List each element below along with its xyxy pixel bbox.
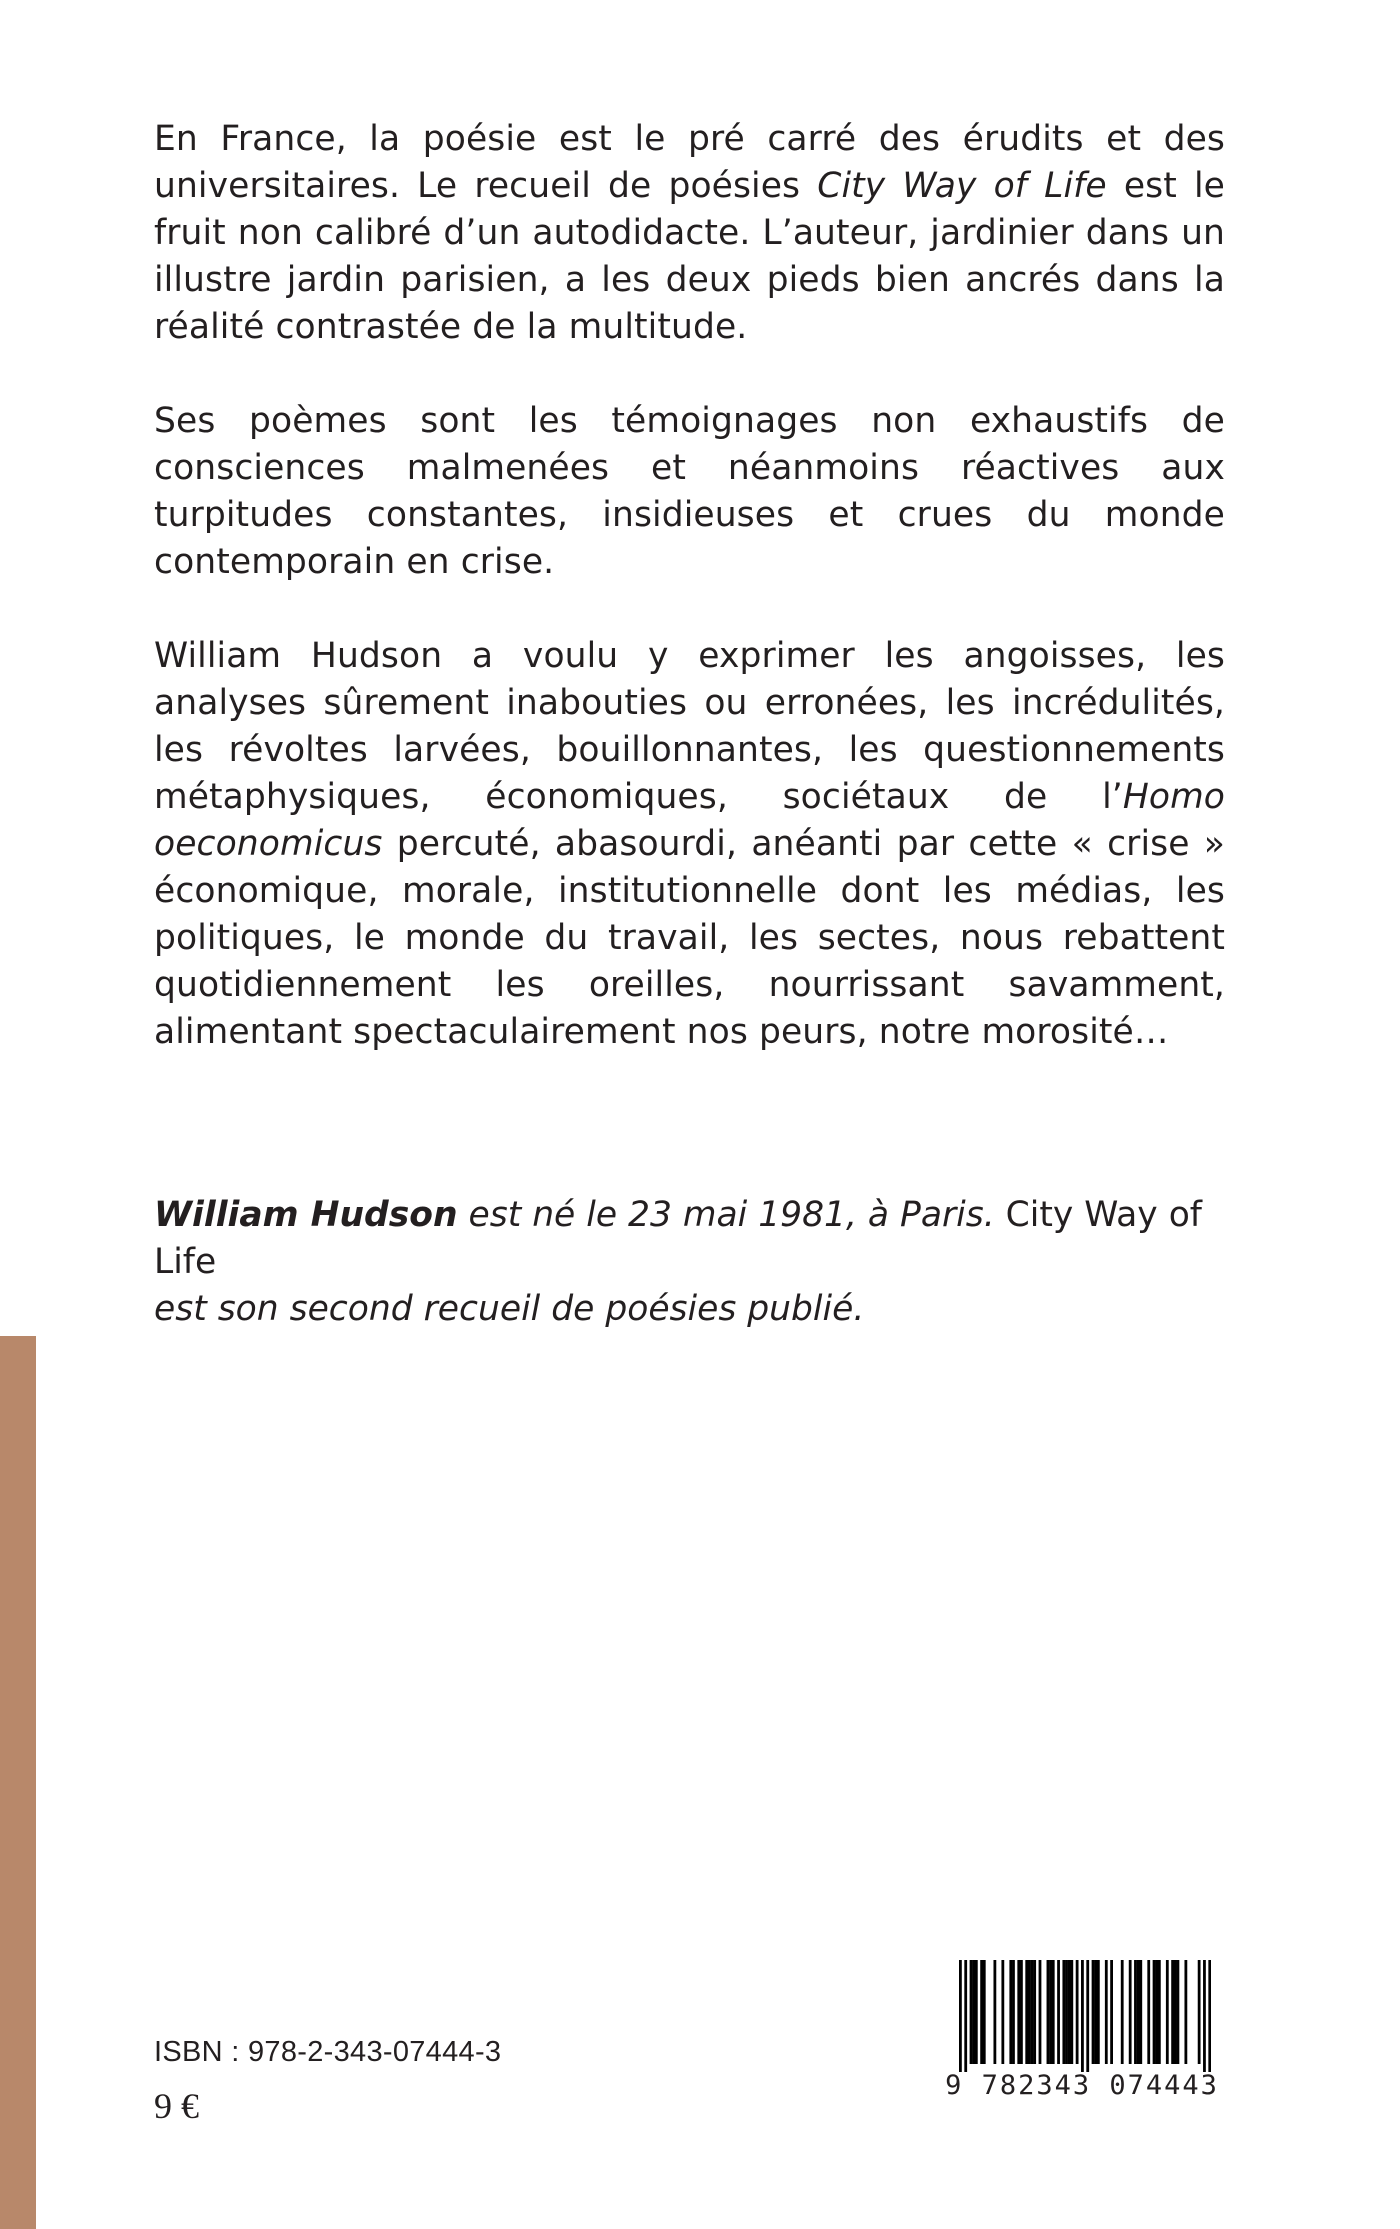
barcode-bar: [975, 1960, 978, 2064]
barcode-bar: [1110, 1960, 1113, 2064]
barcode-bar: [1068, 1960, 1071, 2064]
barcode-bar: [1076, 1960, 1079, 2064]
barcode-bar: [1001, 1960, 1004, 2064]
barcode-bar: [1184, 1960, 1187, 2064]
barcode-bar: [1137, 1960, 1140, 2064]
barcode-bar: [1121, 1960, 1124, 2064]
barcode-bar: [972, 1960, 975, 2064]
barcode-bar: [1028, 1960, 1031, 2064]
barcode-bar: [970, 1960, 973, 2064]
barcode-bar: [1177, 1960, 1180, 2064]
bio-text-1: est né le 23 mai 1981, à Paris.: [457, 1195, 1006, 1235]
barcode-bar: [1166, 1960, 1169, 2064]
barcode-bar: [1129, 1960, 1132, 2064]
barcode-bar: [1086, 1960, 1089, 2072]
barcode-bar: [1020, 1960, 1023, 2064]
barcode-bar: [1009, 1960, 1012, 2064]
blurb-paragraph-2: Ses poèmes sont les témoignages non exhaustifs de consciences malmenées et néanmoins réactives aux turpitudes constantes, insidieuses et crues du monde contemporain en crise.: [154, 401, 1225, 582]
back-cover-blurb: [154, 116, 1225, 1056]
price-label: 9 €: [154, 2086, 199, 2126]
barcode-bar: [1105, 1960, 1108, 2064]
homo-oeconomicus-italic: Homo oeconomicus: [154, 777, 1225, 864]
barcode-bar: [993, 1960, 996, 2064]
bio-text-2: est son second recueil de poésies publié.: [154, 1289, 865, 1329]
barcode-bar: [1057, 1960, 1060, 2064]
barcode: [937, 1960, 1227, 2110]
barcode-bar: [1070, 1960, 1073, 2064]
blurb-paragraph-3: William Hudson a voulu y exprimer les angoisses, les analyses sûrement inabouties ou erronées, les incrédulités, les révoltes larvées, bouillonnantes, les questionnements métaphysiques, économiques, sociétaux de l’Homo oeconomicus percuté, abasourdi, anéanti par cette « crise » économique, morale, institutionnelle dont les médias, les politiques, le monde du travail, les sectes, nous rebattent quotidiennement les oreilles, nourrissant savamment, alimentant spectaculairement nos peurs, notre morosité…: [154, 636, 1225, 1052]
barcode-bar: [1039, 1960, 1042, 2064]
barcode-bar: [1134, 1960, 1137, 2064]
barcode-bar: [1012, 1960, 1015, 2064]
barcode-bar: [1047, 1960, 1050, 2064]
barcode-bar: [1025, 1960, 1028, 2064]
barcode-bar: [1203, 1960, 1206, 2072]
barcode-bar: [1174, 1960, 1177, 2064]
barcode-bar: [1147, 1960, 1150, 2064]
barcode-bar: [1081, 1960, 1084, 2072]
barcode-bar: [1155, 1960, 1158, 2064]
barcode-bar: [1017, 1960, 1020, 2064]
book-title-italic: City Way of Life: [817, 166, 1107, 206]
barcode-bar: [1171, 1960, 1174, 2064]
barcode-bar: [1033, 1960, 1036, 2064]
spine-color-strip: [0, 1336, 36, 2229]
barcode-bar: [1097, 1960, 1100, 2064]
barcode-bar: [1049, 1960, 1052, 2064]
barcode-bar: [1062, 1960, 1065, 2064]
barcode-digits: 9 782343 074443: [945, 2070, 1219, 2101]
barcode-bar: [1139, 1960, 1142, 2064]
barcode-bar: [983, 1960, 986, 2064]
isbn-label: ISBN : 978-2-343-07444-3: [154, 2036, 502, 2068]
barcode-bar: [1092, 1960, 1095, 2064]
barcode-bar: [1198, 1960, 1201, 2064]
barcode-bars: [959, 1960, 1211, 2072]
barcode-bar: [1208, 1960, 1211, 2072]
barcode-bar: [1031, 1960, 1034, 2064]
author-bio: [154, 1192, 1234, 1333]
barcode-bar: [1158, 1960, 1161, 2064]
author-name: William Hudson: [154, 1195, 458, 1235]
barcode-bar: [1094, 1960, 1097, 2064]
barcode-bar: [959, 1960, 962, 2072]
barcode-bar: [1052, 1960, 1055, 2064]
barcode-bar: [1153, 1960, 1156, 2064]
barcode-bar: [964, 1960, 967, 2072]
barcode-bar: [980, 1960, 983, 2064]
blurb-paragraph-1: En France, la poésie est le pré carré des érudits et des universitaires. Le recueil de poésies City Way of Life est le fruit non calibré d’un autodidacte. L’auteur, jardinier dans un illustre jardin parisien, a les deux pieds bien ancrés dans la réalité contrastée de la multitude.: [154, 119, 1225, 347]
barcode-bar: [1065, 1960, 1068, 2064]
bio-book-title: City Way of Life: [154, 1195, 1202, 1282]
